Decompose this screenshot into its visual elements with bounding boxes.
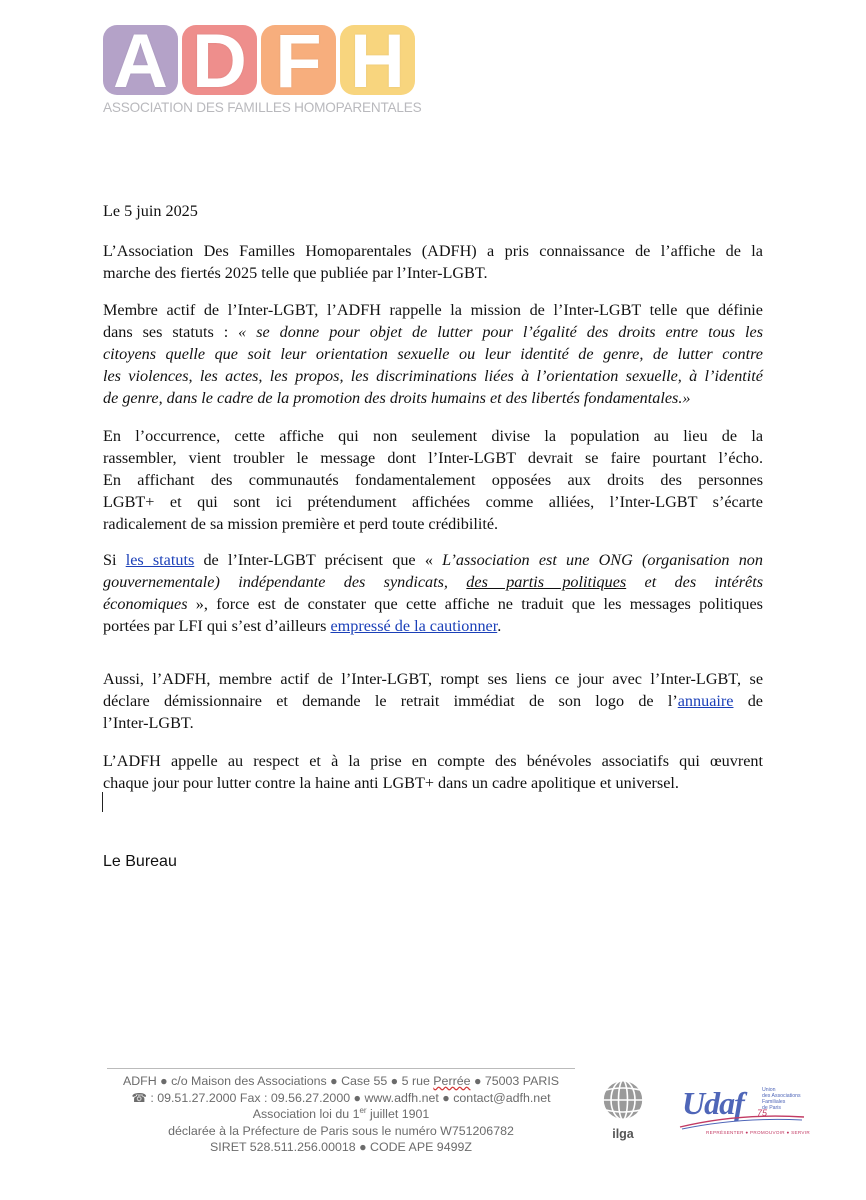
link-empresse-cautionner[interactable]: empressé de la cautionner: [330, 617, 498, 636]
footer-divider: [107, 1068, 575, 1069]
paragraph-affiche: En l’occurrence, cette affiche qui non seulement divise la population au lieu de la rassembler, vient troubler le message dont l’Inter-LGBT devrait se faire pourtant l’écho. En affichant des communautés fondamentalement opposées aux droits des personnes LGBT+ et qui sont ici prétendument affichées comme alliées, l’Inter-LGBT s’écarte radicalement de sa mission première et perd toute crédibilité.: [103, 427, 763, 534]
paragraph-mission: Membre actif de l’Inter-LGBT, l’ADFH rappelle la mission de l’Inter-LGBT telle que définie dans ses statuts : « se donne pour objet de lutter pour l’égalité des droits entre tous les citoyens quelle que soit leur orientation sexuelle ou leur identité de genre, de lutter contre les violences, les actes, les propos, les discriminations liées à l’orientation sexuelle, à l’identité de genre, dans le cadre de la promotion des droits humains et des libertés fondamentales.»: [103, 301, 763, 408]
udaf-name: Udaf: [682, 1085, 744, 1121]
ilga-logo: [600, 1079, 646, 1141]
udaf-swoosh-icon: [678, 1111, 808, 1131]
link-annuaire[interactable]: annuaire: [677, 692, 734, 711]
adfh-logo: [103, 19, 422, 120]
link-les-statuts[interactable]: les statuts: [125, 551, 195, 569]
udaf-side-text: Union des Associations Familiales de Paris: [762, 1087, 801, 1111]
text-cursor: [102, 792, 103, 812]
ilga-label: ilga: [612, 1127, 634, 1141]
udaf-number: 75: [757, 1108, 768, 1118]
logo-tile-d: D: [182, 25, 257, 95]
paragraph-intro: L’Association Des Familles Homoparentales (ADFH) a pris connaissance de l’affiche de la marche des fiertés 2025 telle que publiée par l’Inter-LGBT.: [103, 242, 763, 283]
paragraph-demission: Aussi, l’ADFH, membre actif de l’Inter-LGBT, rompt ses liens ce jour avec l’Inter-LGBT, se déclare démissionnaire et demande le retrait immédiat de son logo de l’annuaire de l’Inter-LGBT.: [103, 670, 763, 733]
paragraph-statuts: Si les statuts de l’Inter-LGBT précisent que « L’association est une ONG (organisation non gouvernementale) indépendante des syndicats, des partis politiques et des intérêts économiques », force est de constater que cette affiche ne traduit que les messages politiques portées par LFI qui s’est d’ailleurs empressé de la cautionner.: [103, 551, 764, 636]
udaf-tagline: REPRÉSENTER ● PROMOUVOIR ● SERVIR: [706, 1130, 810, 1135]
logo-subtitle: ASSOCIATION DES FAMILLES HOMOPARENTALES: [103, 100, 422, 115]
paragraph-appel: L’ADFH appelle au respect et à la prise en compte des bénévoles associatifs qui œuvrent chaque jour pour lutter contre la haine anti LGBT+ dans un cadre apolitique et universel.: [103, 752, 763, 793]
letter-date: Le 5 juin 2025: [103, 202, 198, 220]
logo-tile-h: H: [340, 25, 415, 95]
footer-address: ADFH ● c/o Maison des Associations ● Case 55 ● 5 rue Perrée ● 75003 PARIS ☎ : 09.51.27.2000 Fax : 09.56.27.2000 ● www.adfh.net ● contact@adfh.net Association loi du 1er juillet 1901 déclarée à la Préfecture de Paris sous le numéro W751206782 SIRET 528.511.256.00018 ● CODE APE 9499Z: [122, 1074, 560, 1155]
signature: Le Bureau: [103, 853, 177, 870]
logo-tile-a: A: [103, 25, 178, 95]
udaf-logo: [678, 1081, 808, 1139]
globe-icon: [601, 1079, 645, 1121]
logo-tile-f: F: [261, 25, 336, 95]
